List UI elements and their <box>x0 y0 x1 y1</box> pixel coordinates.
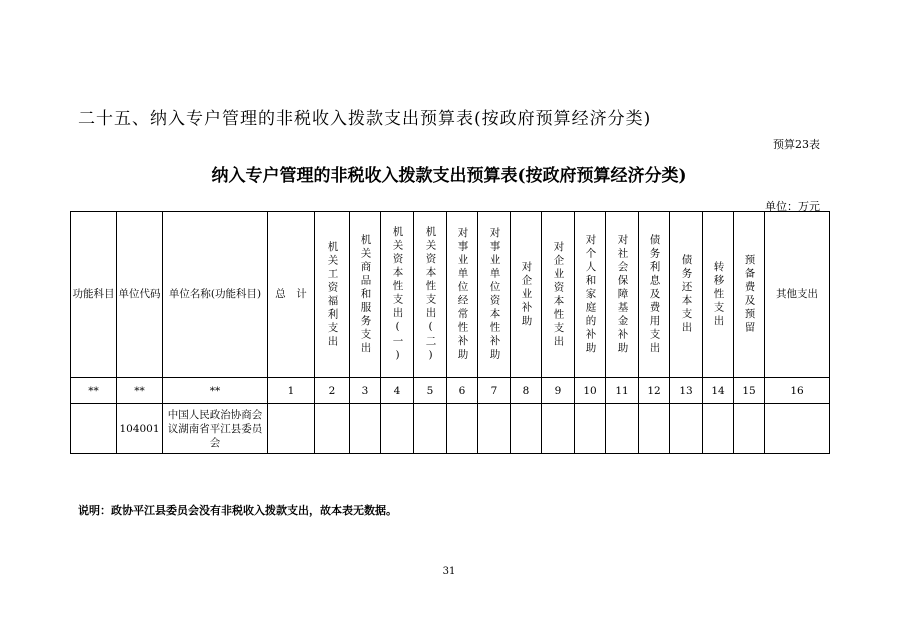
header-label: 转移性支出 <box>712 260 725 329</box>
page-title: 纳入专户管理的非税收入拨款支出预算表(按政府预算经济分类) <box>211 166 687 186</box>
header-label: 机关资本性支出(一) <box>391 225 404 364</box>
value-cell <box>542 404 575 454</box>
header-label: 预备费及预留 <box>743 254 756 335</box>
header-label: 机关工资福利支出 <box>326 240 339 349</box>
header-cell <box>315 212 350 378</box>
header-cell <box>117 212 163 378</box>
index-row <box>71 378 830 404</box>
value-cell <box>734 404 765 454</box>
header-cell <box>414 212 447 378</box>
index-cell: 5 <box>414 378 447 404</box>
page-number: 31 <box>442 566 456 577</box>
index-cell: 3 <box>350 378 381 404</box>
header-cell <box>639 212 670 378</box>
header-cell <box>381 212 414 378</box>
unit-name: 中国人民政治协商会议湖南省平江县委员会 <box>167 408 263 449</box>
header-label: 机关资本性支出(二) <box>424 225 437 364</box>
header-label: 对企业资本性支出 <box>552 240 565 349</box>
header-cell <box>575 212 606 378</box>
index-cell: 13 <box>670 378 703 404</box>
index-cell: 16 <box>765 378 830 404</box>
header-label: 对个人和家庭的补助 <box>584 233 597 356</box>
unit-label: 单位：万元 <box>765 200 820 213</box>
value-cell <box>765 404 830 454</box>
index-cell: ** <box>71 378 117 404</box>
header-label: 对事业单位经常性补助 <box>456 227 469 362</box>
header-label: 总 计 <box>275 288 307 300</box>
header-cell <box>765 212 830 378</box>
header-cell <box>350 212 381 378</box>
header-row <box>71 212 830 378</box>
value-cell <box>670 404 703 454</box>
header-label: 功能科目 <box>72 288 115 300</box>
unit-name-cell <box>163 404 268 454</box>
header-cell <box>703 212 734 378</box>
value-cell <box>606 404 639 454</box>
header-cell <box>71 212 117 378</box>
header-label: 对社会保障基金补助 <box>616 233 629 356</box>
index-cell: 8 <box>511 378 542 404</box>
value-cell <box>575 404 606 454</box>
index-cell: 7 <box>478 378 511 404</box>
header-cell <box>478 212 511 378</box>
budget-table <box>70 211 830 454</box>
header-cell <box>268 212 315 378</box>
value-cell <box>414 404 447 454</box>
header-cell <box>734 212 765 378</box>
value-cell <box>478 404 511 454</box>
index-cell: ** <box>117 378 163 404</box>
index-cell: 11 <box>606 378 639 404</box>
header-label: 对企业补助 <box>520 260 533 329</box>
index-cell: 10 <box>575 378 606 404</box>
unit-code-cell: 104001 <box>117 404 163 454</box>
header-cell <box>606 212 639 378</box>
header-cell <box>542 212 575 378</box>
subject-cell <box>71 404 117 454</box>
index-cell: 1 <box>268 378 315 404</box>
header-label: 其他支出 <box>776 288 818 300</box>
value-cell <box>639 404 670 454</box>
index-cell: 4 <box>381 378 414 404</box>
index-cell: 15 <box>734 378 765 404</box>
header-label: 债务还本支出 <box>680 254 693 335</box>
value-cell <box>511 404 542 454</box>
header-label: 单位代码 <box>118 288 161 300</box>
table-row <box>71 404 830 454</box>
index-cell: ** <box>163 378 268 404</box>
header-cell <box>447 212 478 378</box>
value-cell <box>447 404 478 454</box>
index-cell: 2 <box>315 378 350 404</box>
index-cell: 14 <box>703 378 734 404</box>
value-cell <box>350 404 381 454</box>
index-cell: 12 <box>639 378 670 404</box>
index-cell: 6 <box>447 378 478 404</box>
index-cell: 9 <box>542 378 575 404</box>
value-cell <box>381 404 414 454</box>
header-label: 对事业单位资本性补助 <box>488 227 501 362</box>
header-cell <box>163 212 268 378</box>
value-cell <box>703 404 734 454</box>
section-heading: 二十五、纳入专户管理的非税收入拨款支出预算表(按政府预算经济分类) <box>78 109 652 129</box>
value-cell <box>315 404 350 454</box>
header-cell <box>670 212 703 378</box>
header-label: 单位名称(功能科目) <box>168 288 262 300</box>
table-number: 预算23表 <box>773 138 820 151</box>
header-label: 机关商品和服务支出 <box>359 233 372 356</box>
explanation-note: 说明：政协平江县委员会没有非税收入拨款支出，故本表无数据。 <box>78 504 397 517</box>
header-cell <box>511 212 542 378</box>
header-label: 债务利息及费用支出 <box>648 233 661 356</box>
value-cell <box>268 404 315 454</box>
